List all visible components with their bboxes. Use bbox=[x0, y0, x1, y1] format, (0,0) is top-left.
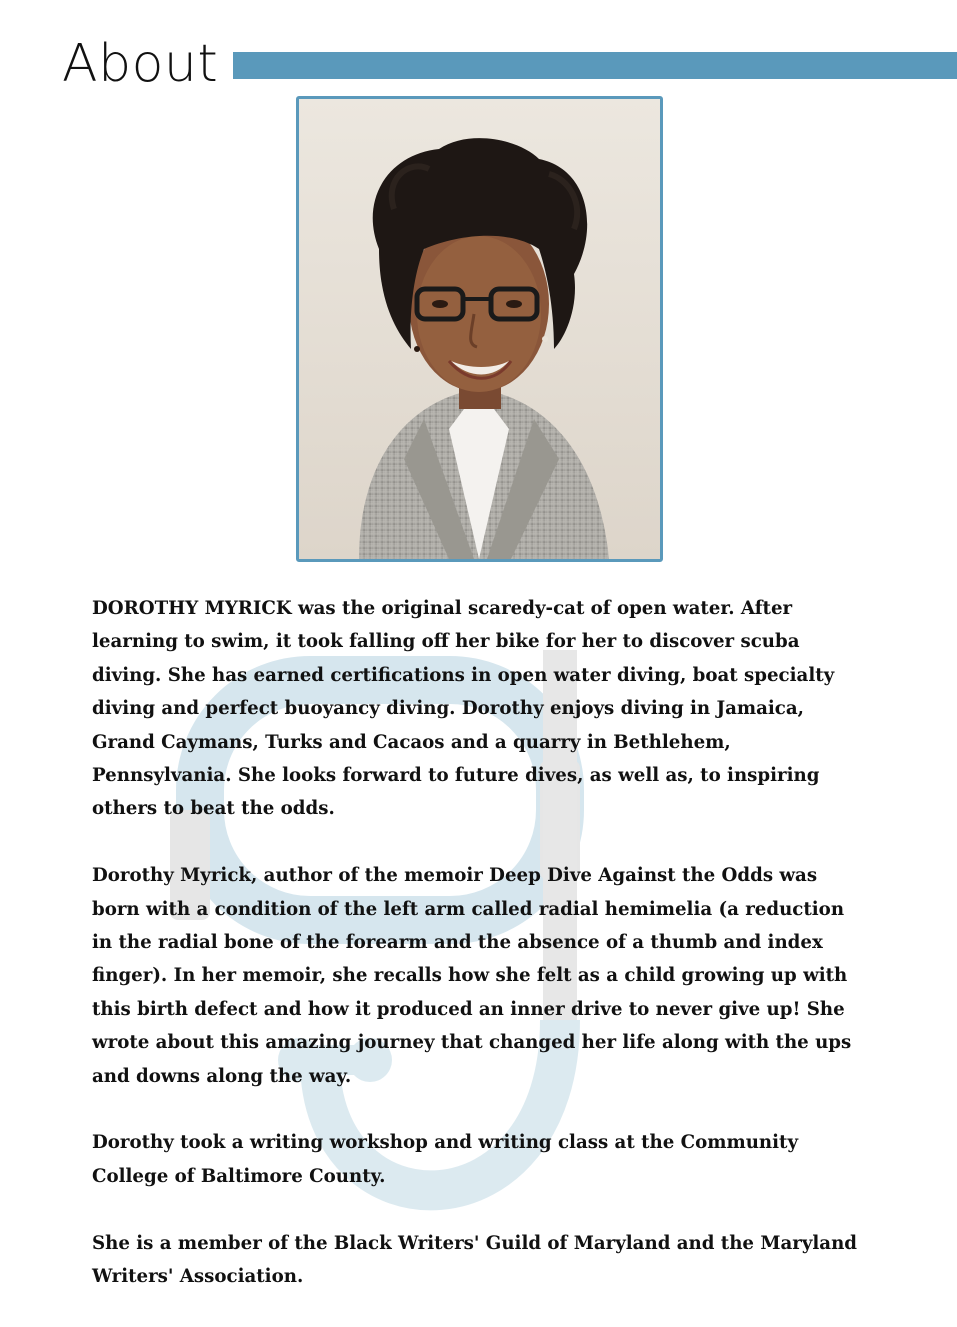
title-accent-bar bbox=[233, 52, 957, 79]
bio-paragraph: Dorothy took a writing workshop and writing class at the Community College of Baltimore County. bbox=[92, 1132, 799, 1187]
bio-paragraph: She is a member of the Black Writers' Guild of Maryland and the Maryland Writers' Association. bbox=[92, 1232, 858, 1288]
bio-text bbox=[92, 592, 862, 1327]
author-photo bbox=[296, 96, 663, 562]
page-title: About bbox=[62, 34, 219, 94]
author-portrait-image bbox=[299, 99, 660, 559]
bio-paragraph: DOROTHY MYRICK was the original scaredy-cat of open water. After learning to swim, it took falling off her bike for her to discover scuba diving. She has earned certifications in open water diving, boat specialty diving and perfect buoyancy diving. Dorothy enjoys diving in Jamaica, Grand Caymans, Turks and Cacaos and a quarry in Bethlehem, Pennsylvania. She looks forward to future dives, as well as, to inspiring others to beat the odds. bbox=[92, 598, 835, 820]
bio-paragraph: Dorothy Myrick, author of the memoir Deep Dive Against the Odds was born with a condition of the left arm called radial hemimelia (a reduction in the radial bone of the forearm and the absence of a thumb and index finger). In her memoir, she recalls how she felt as a child growing up with this birth defect and how it produced an inner drive to never give up! She wrote about this amazing journey that changed her life along with the ups and downs along the way. bbox=[92, 865, 852, 1087]
